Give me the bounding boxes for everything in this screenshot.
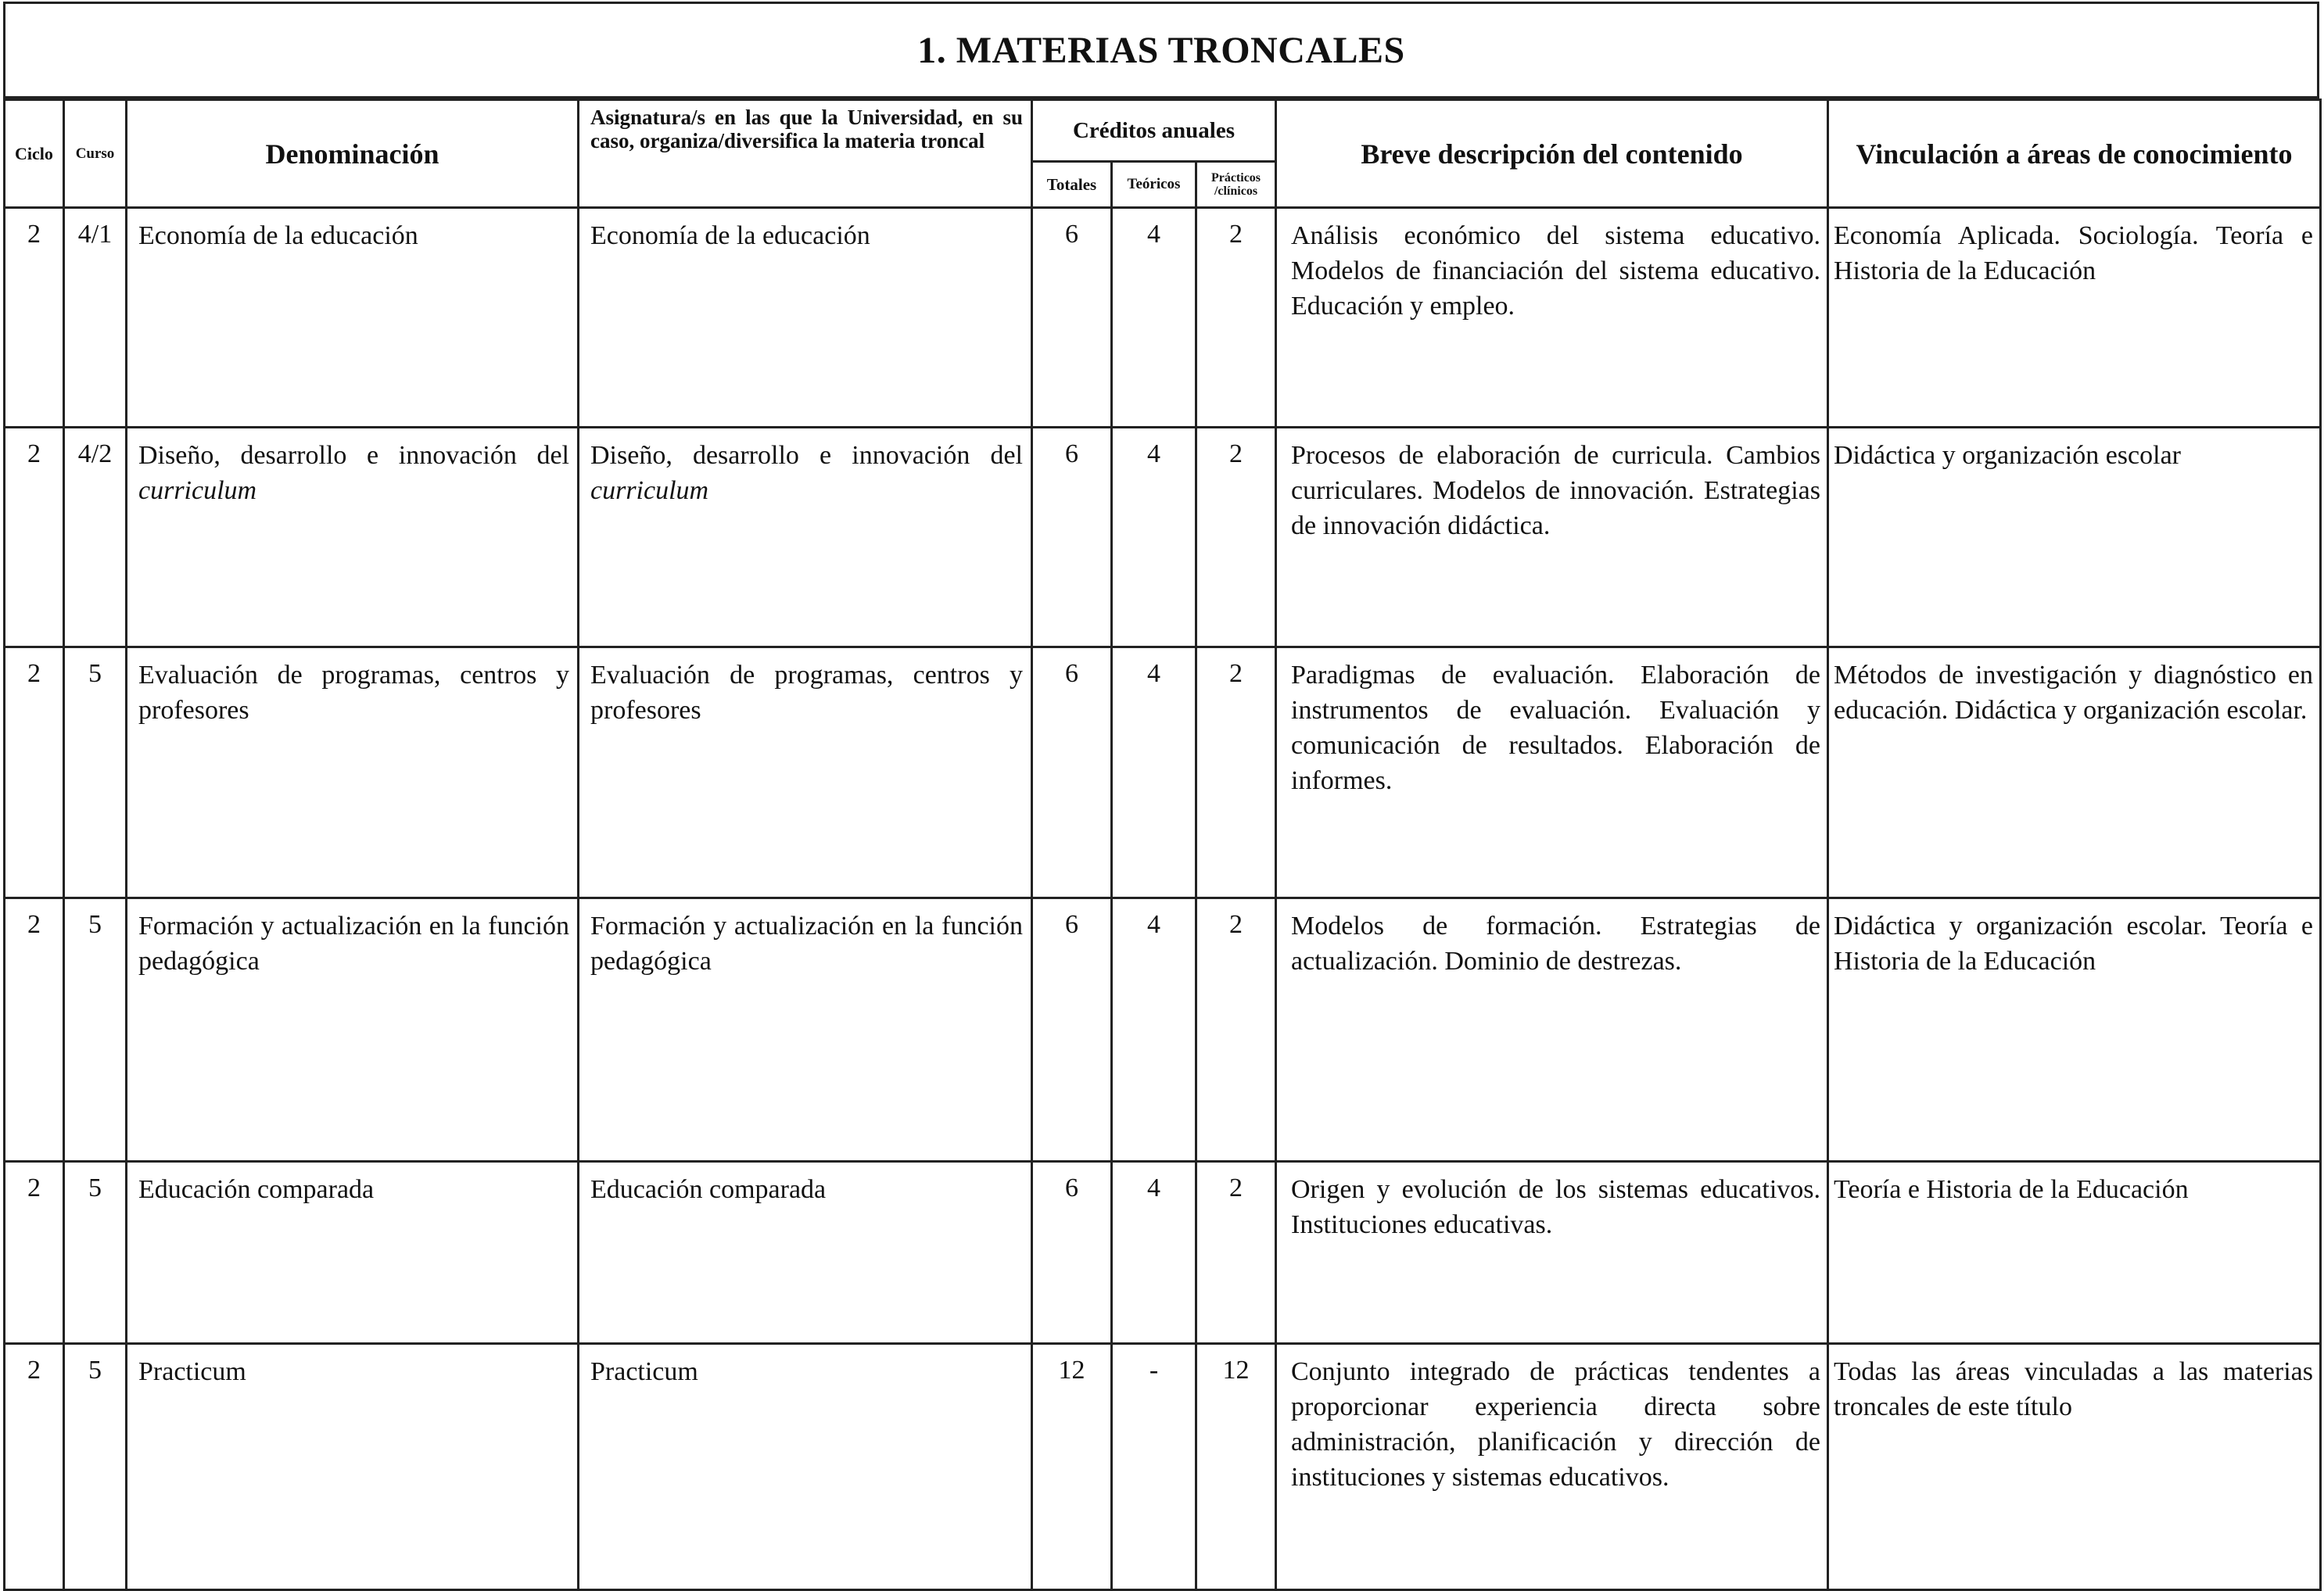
header-teoricos: Teóricos [1112, 162, 1196, 208]
vinculacion-cell-text: Didáctica y organización escolar [1834, 441, 2181, 470]
ciclo-cell [5, 1162, 64, 1344]
header-row [5, 100, 2321, 162]
vinculacion-cell [1828, 898, 2321, 1162]
header-creditos: Créditos anuales [1032, 100, 1276, 162]
denominacion-cell-text: Diseño, desarrollo e innovación del [138, 441, 569, 470]
curso-cell-text: 5 [88, 659, 102, 688]
descripcion-cell [1276, 1162, 1828, 1344]
denominacion-cell [127, 428, 579, 647]
page-title: 1. MATERIAS TRONCALES [917, 30, 1405, 71]
curso-cell [64, 208, 127, 428]
curso-cell [64, 1344, 127, 1590]
teoricos-cell [1112, 1162, 1196, 1344]
denominacion-cell-text: Formación y actualización en la función pedagógica [138, 912, 569, 976]
ciclo-cell-text: 2 [27, 910, 41, 939]
teoricos-cell [1112, 647, 1196, 898]
asignatura-cell-italic-text: curriculum [590, 476, 709, 505]
teoricos-cell-text: - [1149, 1356, 1159, 1385]
table-row [5, 208, 2321, 428]
practicos-cell [1196, 208, 1276, 428]
asignatura-cell-text: Diseño, desarrollo e innovación del [590, 441, 1023, 470]
practicos-cell [1196, 1344, 1276, 1590]
denominacion-cell [127, 1162, 579, 1344]
totales-cell-text: 6 [1065, 1174, 1078, 1202]
asignatura-cell [579, 428, 1032, 647]
denominacion-cell [127, 208, 579, 428]
header-practicos: Prácticos /clínicos [1196, 162, 1276, 208]
descripcion-cell [1276, 898, 1828, 1162]
totales-cell [1032, 1344, 1112, 1590]
denominacion-cell [127, 647, 579, 898]
ciclo-cell [5, 647, 64, 898]
teoricos-cell [1112, 1344, 1196, 1590]
asignatura-cell [579, 647, 1032, 898]
asignatura-cell-text: Educación comparada [590, 1175, 827, 1204]
curso-cell-text: 5 [88, 1356, 102, 1385]
totales-cell [1032, 647, 1112, 898]
vinculacion-cell-text: Todas las áreas vinculadas a las materias troncales de este título [1834, 1357, 2313, 1421]
curso-cell-text: 5 [88, 910, 102, 939]
totales-cell [1032, 428, 1112, 647]
practicos-cell-text: 2 [1229, 220, 1243, 249]
descripcion-cell [1276, 647, 1828, 898]
totales-cell-text: 6 [1065, 659, 1078, 688]
curso-cell [64, 898, 127, 1162]
descripcion-cell [1276, 208, 1828, 428]
table-row [5, 428, 2321, 647]
vinculacion-cell-text: Economía Aplicada. Sociología. Teoría e Historia de la Educación [1834, 221, 2313, 285]
ciclo-cell-text: 2 [27, 439, 41, 468]
asignatura-cell-text: Practicum [590, 1357, 698, 1386]
totales-cell [1032, 208, 1112, 428]
table-row [5, 1344, 2321, 1590]
descripcion-cell-text: Análisis económico del sistema educativo. Modelos de financiación del sistema educativo. Educación y empleo. [1291, 221, 1820, 321]
practicos-cell [1196, 647, 1276, 898]
descripcion-cell [1276, 1344, 1828, 1590]
vinculacion-cell [1828, 428, 2321, 647]
teoricos-cell-text: 4 [1147, 910, 1160, 939]
teoricos-cell-text: 4 [1147, 220, 1160, 249]
totales-cell [1032, 898, 1112, 1162]
denominacion-cell-text: Practicum [138, 1357, 246, 1386]
descripcion-cell [1276, 428, 1828, 647]
asignatura-cell-text: Economía de la educación [590, 221, 870, 250]
practicos-cell-text: 2 [1229, 1174, 1243, 1202]
asignatura-cell [579, 1344, 1032, 1590]
teoricos-cell [1112, 208, 1196, 428]
teoricos-cell-text: 4 [1147, 439, 1160, 468]
curso-cell [64, 1162, 127, 1344]
header-curso: Curso [64, 100, 127, 208]
teoricos-cell-text: 4 [1147, 659, 1160, 688]
curso-cell-text: 4/2 [77, 439, 113, 468]
denominacion-cell-text: Economía de la educación [138, 221, 418, 250]
table-row [5, 1162, 2321, 1344]
vinculacion-cell [1828, 1344, 2321, 1590]
denominacion-cell [127, 898, 579, 1162]
denominacion-cell [127, 1344, 579, 1590]
descripcion-cell-text: Procesos de elaboración de curricula. Cambios curriculares. Modelos de innovación. Estrategias de innovación didáctica. [1291, 441, 1820, 540]
descripcion-cell-text: Conjunto integrado de prácticas tendentes a proporcionar experiencia directa sobre administración, planificación y dirección de instituciones y sistemas educativos. [1291, 1357, 1820, 1492]
descripcion-cell-text: Modelos de formación. Estrategias de actualización. Dominio de destrezas. [1291, 912, 1820, 976]
materias-table [3, 99, 2322, 1591]
vinculacion-cell-text: Métodos de investigación y diagnóstico en educación. Didáctica y organización escolar. [1834, 661, 2313, 725]
ciclo-cell [5, 1344, 64, 1590]
header-denominacion: Denominación [127, 100, 579, 208]
vinculacion-cell [1828, 647, 2321, 898]
practicos-cell-text: 2 [1229, 659, 1243, 688]
header-ciclo: Ciclo [5, 100, 64, 208]
header-totales: Totales [1032, 162, 1112, 208]
denominacion-cell-italic-text: curriculum [138, 476, 257, 505]
ciclo-cell-text: 2 [27, 1356, 41, 1385]
asignatura-cell-text: Formación y actualización en la función pedagógica [590, 912, 1023, 976]
header-descripcion: Breve descripción del contenido [1276, 100, 1828, 208]
table-body [5, 208, 2321, 1590]
practicos-cell [1196, 898, 1276, 1162]
teoricos-cell [1112, 898, 1196, 1162]
practicos-cell [1196, 428, 1276, 647]
denominacion-cell-text: Educación comparada [138, 1175, 375, 1204]
header-asignatura: Asignatura/s en las que la Universidad, en su caso, organiza/diversifica la materia troncal [579, 100, 1032, 208]
practicos-cell-text: 12 [1222, 1356, 1250, 1385]
descripcion-cell-text: Origen y evolución de los sistemas educativos. Instituciones educativas. [1291, 1175, 1820, 1239]
totales-cell-text: 6 [1065, 439, 1078, 468]
totales-cell [1032, 1162, 1112, 1344]
title-box [3, 2, 2319, 99]
curso-cell-text: 5 [88, 1174, 102, 1202]
vinculacion-cell [1828, 208, 2321, 428]
totales-cell-text: 12 [1058, 1356, 1085, 1385]
descripcion-cell-text: Paradigmas de evaluación. Elaboración de instrumentos de evaluación. Evaluación y comunicación de resultados. Elaboración de informes. [1291, 661, 1820, 795]
table-row [5, 647, 2321, 898]
curso-cell-text: 4/1 [77, 220, 113, 249]
teoricos-cell [1112, 428, 1196, 647]
vinculacion-cell [1828, 1162, 2321, 1344]
teoricos-cell-text: 4 [1147, 1174, 1160, 1202]
asignatura-cell [579, 898, 1032, 1162]
ciclo-cell [5, 428, 64, 647]
practicos-cell [1196, 1162, 1276, 1344]
asignatura-cell-text: Evaluación de programas, centros y profesores [590, 661, 1023, 725]
curso-cell [64, 647, 127, 898]
denominacion-cell-text: Evaluación de programas, centros y profesores [138, 661, 569, 725]
practicos-cell-text: 2 [1229, 439, 1243, 468]
asignatura-cell [579, 1162, 1032, 1344]
ciclo-cell-text: 2 [27, 659, 41, 688]
table-row [5, 898, 2321, 1162]
vinculacion-cell-text: Teoría e Historia de la Educación [1834, 1175, 2189, 1204]
ciclo-cell-text: 2 [27, 1174, 41, 1202]
practicos-cell-text: 2 [1229, 910, 1243, 939]
totales-cell-text: 6 [1065, 220, 1078, 249]
ciclo-cell [5, 208, 64, 428]
header-vinculacion: Vinculación a áreas de conocimiento [1828, 100, 2321, 208]
ciclo-cell-text: 2 [27, 220, 41, 249]
vinculacion-cell-text: Didáctica y organización escolar. Teoría e Historia de la Educación [1834, 912, 2313, 976]
asignatura-cell [579, 208, 1032, 428]
curso-cell [64, 428, 127, 647]
totales-cell-text: 6 [1065, 910, 1078, 939]
ciclo-cell [5, 898, 64, 1162]
